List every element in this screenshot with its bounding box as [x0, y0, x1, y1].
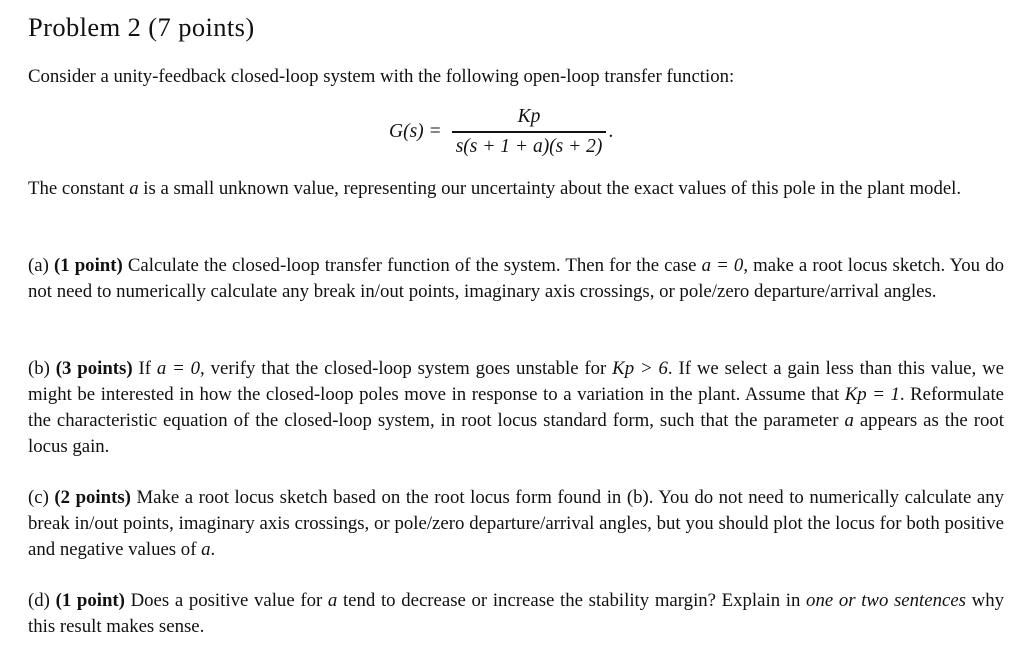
part-d-label: (d) — [28, 590, 56, 611]
part-c-label: (c) — [28, 487, 55, 508]
part-b-text1: If — [132, 358, 157, 379]
part-b-text4: . Reformulate the characteristic equation of the closed-loop system, in root locus standard form, such that the parameter — [28, 384, 1004, 431]
constant-text-post: is a small unknown value, representing our uncertainty about the exact values of this pole in the plant model. — [138, 178, 962, 199]
part-a-label: (a) — [28, 255, 54, 276]
equation-lhs: G(s) = — [389, 121, 442, 142]
part-a-text2: , make a root locus sketch. You do not need to numerically calculate any break in/out points, imaginary axis crossings, or pole/zero departure/arrival angles. — [28, 255, 1004, 302]
part-c-text2: . — [210, 539, 216, 560]
part-b-expr1: a = 0 — [156, 358, 201, 379]
part-d-emph: one or two sentences — [806, 590, 966, 611]
equation-numerator: Kp — [517, 106, 541, 128]
constant-text-pre: The constant — [28, 178, 130, 199]
part-c-var: a — [201, 539, 211, 560]
part-d-text2: tend to decrease or increase the stability margin? Explain in — [337, 590, 807, 611]
part-b-var: a — [844, 410, 854, 431]
part-a-paragraph — [28, 253, 1004, 305]
part-b-label: (b) — [28, 358, 56, 379]
part-c-points: (2 points) — [54, 487, 131, 508]
part-a-text1: Calculate the closed-loop transfer function of the system. Then for the case — [122, 255, 702, 276]
constant-var: a — [129, 178, 139, 199]
part-b-paragraph — [28, 356, 1004, 460]
part-b-text3: . If we select a gain less than this value, we might be interested in how the closed-loop poles move in response to a variation in the plant. Assume that — [28, 358, 1004, 405]
equation-period: . — [608, 121, 614, 142]
problem-title: Problem 2 (7 points) — [28, 12, 255, 42]
part-c-text1: Make a root locus sketch based on the root locus form found in (b). You do not need to numerically calculate any break in/out points, imaginary axis crossings, or pole/zero departure/arrival angles, but you should plot the locus for both positive and negative values of — [28, 487, 1004, 560]
part-b-text5: appears as the root locus gain. — [28, 410, 1004, 457]
part-d-text1: Does a positive value for — [124, 590, 328, 611]
intro-paragraph: Consider a unity-feedback closed-loop system with the following open-loop transfer function: — [28, 66, 735, 87]
transfer-function-equation — [389, 104, 613, 160]
part-d-points: (1 point) — [55, 590, 125, 611]
equation-denominator: s(s + 1 + a)(s + 2) — [455, 135, 603, 157]
part-d-paragraph — [28, 588, 1004, 640]
constant-paragraph — [28, 176, 1004, 202]
part-c-paragraph — [28, 485, 1004, 563]
part-b-expr2: Kp > 6 — [612, 358, 668, 379]
equation-fraction — [452, 106, 607, 157]
part-d-text3: why this result makes sense. — [28, 590, 1004, 637]
part-b-expr3: Kp = 1 — [844, 384, 900, 405]
part-a-expr: a = 0 — [701, 255, 744, 276]
part-b-points: (3 points) — [55, 358, 133, 379]
part-b-text2: , verify that the closed-loop system goes unstable for — [200, 358, 613, 379]
part-d-var: a — [327, 590, 338, 611]
part-a-points: (1 point) — [53, 255, 123, 276]
